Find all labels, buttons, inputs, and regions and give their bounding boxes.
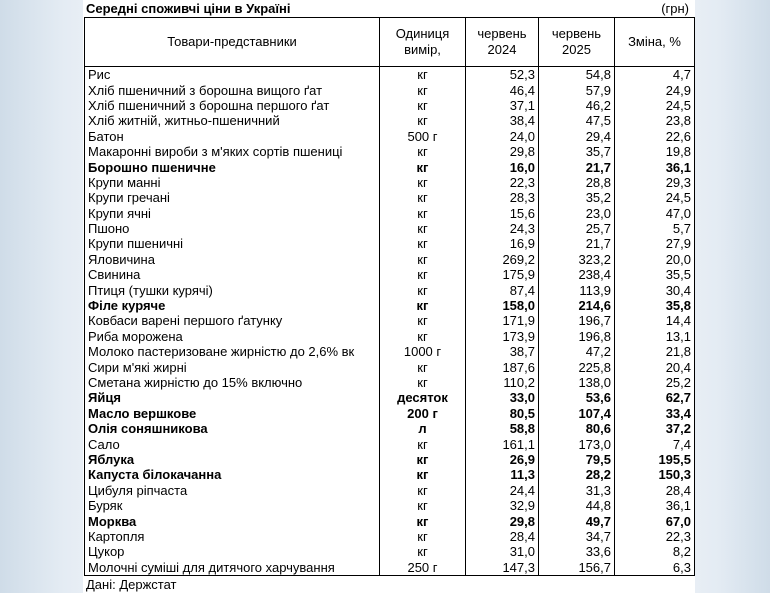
cell-change: 22,6 — [615, 129, 695, 144]
cell-june-2025: 323,2 — [539, 252, 615, 267]
cell-unit: 200 г — [380, 406, 466, 421]
cell-change: 62,7 — [615, 390, 695, 405]
source-note: Дані: Держстат — [86, 577, 177, 592]
header-change: Зміна, % — [615, 18, 695, 67]
cell-product: Риба морожена — [85, 329, 380, 344]
cell-june-2024: 24,3 — [466, 221, 539, 236]
cell-june-2024: 58,8 — [466, 421, 539, 436]
cell-june-2025: 196,7 — [539, 313, 615, 328]
table-row — [85, 452, 695, 467]
cell-june-2025: 156,7 — [539, 560, 615, 576]
cell-june-2025: 28,2 — [539, 467, 615, 482]
cell-unit: кг — [380, 82, 466, 97]
header-june-2024 — [466, 18, 539, 67]
cell-product: Рис — [85, 67, 380, 83]
cell-change: 35,5 — [615, 267, 695, 282]
cell-june-2024: 80,5 — [466, 406, 539, 421]
cell-june-2025: 49,7 — [539, 513, 615, 528]
cell-product: Молоко пастеризоване жирністю до 2,6% вк — [85, 344, 380, 359]
table-row — [85, 236, 695, 251]
cell-change: 25,2 — [615, 375, 695, 390]
cell-change: 23,8 — [615, 113, 695, 128]
cell-june-2025: 46,2 — [539, 98, 615, 113]
cell-change: 24,5 — [615, 98, 695, 113]
cell-change: 24,5 — [615, 190, 695, 205]
cell-june-2025: 196,8 — [539, 329, 615, 344]
cell-product: Хліб пшеничний з борошна вищого ґат — [85, 82, 380, 97]
cell-product: Яблука — [85, 452, 380, 467]
cell-unit: кг — [380, 113, 466, 128]
header-v2-line1: червень — [551, 26, 602, 41]
table-row — [85, 144, 695, 159]
table-row — [85, 359, 695, 374]
cell-june-2024: 187,6 — [466, 359, 539, 374]
table-row — [85, 421, 695, 436]
cell-product: Цукор — [85, 544, 380, 559]
cell-product: Молочні суміші для дитячого харчування — [85, 560, 380, 576]
cell-product: Борошно пшеничне — [85, 159, 380, 174]
table-row — [85, 313, 695, 328]
cell-change: 37,2 — [615, 421, 695, 436]
cell-product: Пшоно — [85, 221, 380, 236]
cell-june-2024: 16,9 — [466, 236, 539, 251]
cell-unit: 1000 г — [380, 344, 466, 359]
cell-change: 24,9 — [615, 82, 695, 97]
cell-june-2025: 29,4 — [539, 129, 615, 144]
cell-june-2025: 33,6 — [539, 544, 615, 559]
cell-change: 36,1 — [615, 498, 695, 513]
table-row — [85, 436, 695, 451]
cell-unit: кг — [380, 190, 466, 205]
cell-unit: кг — [380, 282, 466, 297]
table-row — [85, 344, 695, 359]
cell-june-2024: 269,2 — [466, 252, 539, 267]
cell-june-2025: 28,8 — [539, 175, 615, 190]
cell-unit: кг — [380, 359, 466, 374]
cell-june-2024: 87,4 — [466, 282, 539, 297]
cell-product: Хліб житній, житньо-пшеничний — [85, 113, 380, 128]
cell-product: Крупи пшеничні — [85, 236, 380, 251]
cell-june-2025: 107,4 — [539, 406, 615, 421]
cell-june-2025: 57,9 — [539, 82, 615, 97]
cell-unit: кг — [380, 375, 466, 390]
header-name: Товари-представники — [85, 18, 380, 67]
cell-june-2024: 52,3 — [466, 67, 539, 83]
currency-note: (грн) — [661, 1, 689, 16]
header-row — [85, 18, 695, 67]
cell-june-2025: 79,5 — [539, 452, 615, 467]
cell-june-2024: 28,3 — [466, 190, 539, 205]
cell-change: 13,1 — [615, 329, 695, 344]
cell-june-2024: 16,0 — [466, 159, 539, 174]
title-row — [84, 0, 695, 17]
cell-june-2024: 37,1 — [466, 98, 539, 113]
cell-product: Сири м'які жирні — [85, 359, 380, 374]
cell-product: Яйця — [85, 390, 380, 405]
cell-change: 22,3 — [615, 529, 695, 544]
cell-june-2025: 34,7 — [539, 529, 615, 544]
cell-june-2025: 54,8 — [539, 67, 615, 83]
header-unit-line1: Одиниця — [395, 26, 450, 41]
cell-change: 14,4 — [615, 313, 695, 328]
cell-unit: кг — [380, 267, 466, 282]
cell-change: 150,3 — [615, 467, 695, 482]
table-row — [85, 190, 695, 205]
cell-product: Філе куряче — [85, 298, 380, 313]
cell-change: 20,4 — [615, 359, 695, 374]
cell-june-2024: 110,2 — [466, 375, 539, 390]
cell-unit: л — [380, 421, 466, 436]
table-row — [85, 113, 695, 128]
table-row — [85, 498, 695, 513]
cell-june-2024: 33,0 — [466, 390, 539, 405]
table-row — [85, 221, 695, 236]
cell-june-2025: 47,2 — [539, 344, 615, 359]
table-row — [85, 67, 695, 83]
cell-unit: кг — [380, 436, 466, 451]
cell-june-2025: 138,0 — [539, 375, 615, 390]
cell-june-2025: 21,7 — [539, 236, 615, 251]
cell-june-2025: 35,7 — [539, 144, 615, 159]
cell-june-2024: 171,9 — [466, 313, 539, 328]
header-v1-line2: 2024 — [487, 42, 517, 57]
cell-june-2024: 46,4 — [466, 82, 539, 97]
cell-june-2025: 53,6 — [539, 390, 615, 405]
cell-unit: кг — [380, 298, 466, 313]
cell-change: 30,4 — [615, 282, 695, 297]
cell-change: 4,7 — [615, 67, 695, 83]
cell-june-2024: 38,4 — [466, 113, 539, 128]
cell-change: 27,9 — [615, 236, 695, 251]
cell-unit: кг — [380, 544, 466, 559]
cell-unit: кг — [380, 175, 466, 190]
header-v2-line2: 2025 — [562, 42, 591, 57]
header-unit — [380, 18, 466, 67]
table-row — [85, 329, 695, 344]
cell-product: Капуста білокачанна — [85, 467, 380, 482]
cell-change: 29,3 — [615, 175, 695, 190]
table-row — [85, 560, 695, 576]
table-row — [85, 375, 695, 390]
table-row — [85, 467, 695, 482]
cell-product: Птиця (тушки курячі) — [85, 282, 380, 297]
table-row — [85, 252, 695, 267]
cell-june-2024: 11,3 — [466, 467, 539, 482]
cell-june-2025: 23,0 — [539, 206, 615, 221]
cell-product: Картопля — [85, 529, 380, 544]
cell-product: Свинина — [85, 267, 380, 282]
price-sheet — [84, 0, 695, 593]
table-row — [85, 175, 695, 190]
cell-change: 20,0 — [615, 252, 695, 267]
cell-product: Сметана жирністю до 15% включно — [85, 375, 380, 390]
table-row — [85, 483, 695, 498]
cell-june-2024: 28,4 — [466, 529, 539, 544]
cell-june-2024: 24,4 — [466, 483, 539, 498]
cell-unit: кг — [380, 236, 466, 251]
table-row — [85, 129, 695, 144]
cell-unit: кг — [380, 483, 466, 498]
cell-product: Макаронні вироби з м'яких сортів пшениці — [85, 144, 380, 159]
table-row — [85, 513, 695, 528]
table-row — [85, 82, 695, 97]
cell-unit: кг — [380, 206, 466, 221]
cell-june-2025: 47,5 — [539, 113, 615, 128]
cell-june-2025: 44,8 — [539, 498, 615, 513]
prices-table — [84, 17, 695, 576]
cell-unit: кг — [380, 144, 466, 159]
cell-june-2024: 29,8 — [466, 144, 539, 159]
cell-unit: кг — [380, 159, 466, 174]
cell-change: 35,8 — [615, 298, 695, 313]
table-body — [85, 67, 695, 576]
cell-unit: кг — [380, 452, 466, 467]
table-row — [85, 159, 695, 174]
cell-june-2025: 80,6 — [539, 421, 615, 436]
cell-change: 33,4 — [615, 406, 695, 421]
header-v1-line1: червень — [477, 26, 527, 41]
cell-june-2025: 21,7 — [539, 159, 615, 174]
cell-unit: кг — [380, 513, 466, 528]
cell-product: Крупи ячні — [85, 206, 380, 221]
cell-june-2024: 32,9 — [466, 498, 539, 513]
cell-unit: кг — [380, 252, 466, 267]
cell-june-2024: 38,7 — [466, 344, 539, 359]
cell-change: 47,0 — [615, 206, 695, 221]
cell-product: Яловичина — [85, 252, 380, 267]
cell-unit: кг — [380, 98, 466, 113]
table-row — [85, 206, 695, 221]
cell-june-2025: 214,6 — [539, 298, 615, 313]
cell-june-2024: 22,3 — [466, 175, 539, 190]
cell-june-2024: 147,3 — [466, 560, 539, 576]
cell-product: Сало — [85, 436, 380, 451]
cell-product: Буряк — [85, 498, 380, 513]
cell-june-2024: 31,0 — [466, 544, 539, 559]
cell-unit: кг — [380, 313, 466, 328]
cell-june-2024: 161,1 — [466, 436, 539, 451]
cell-product: Крупи гречані — [85, 190, 380, 205]
cell-change: 21,8 — [615, 344, 695, 359]
cell-product: Крупи манні — [85, 175, 380, 190]
cell-june-2025: 173,0 — [539, 436, 615, 451]
cell-unit: 250 г — [380, 560, 466, 576]
cell-june-2025: 31,3 — [539, 483, 615, 498]
cell-june-2024: 158,0 — [466, 298, 539, 313]
table-row — [85, 390, 695, 405]
cell-product: Масло вершкове — [85, 406, 380, 421]
cell-june-2024: 26,9 — [466, 452, 539, 467]
cell-unit: кг — [380, 467, 466, 482]
header-june-2025 — [539, 18, 615, 67]
cell-unit: кг — [380, 329, 466, 344]
cell-june-2024: 173,9 — [466, 329, 539, 344]
table-title: Середні споживчі ціни в Україні — [86, 1, 291, 16]
table-row — [85, 98, 695, 113]
cell-unit: кг — [380, 529, 466, 544]
cell-change: 6,3 — [615, 560, 695, 576]
cell-change: 36,1 — [615, 159, 695, 174]
cell-product: Хліб пшеничний з борошна першого ґат — [85, 98, 380, 113]
cell-unit: кг — [380, 221, 466, 236]
cell-unit: кг — [380, 67, 466, 83]
table-row — [85, 406, 695, 421]
cell-june-2024: 15,6 — [466, 206, 539, 221]
cell-change: 19,8 — [615, 144, 695, 159]
cell-change: 28,4 — [615, 483, 695, 498]
cell-june-2025: 225,8 — [539, 359, 615, 374]
cell-june-2025: 25,7 — [539, 221, 615, 236]
cell-product: Цибуля ріпчаста — [85, 483, 380, 498]
cell-unit: кг — [380, 498, 466, 513]
cell-june-2025: 238,4 — [539, 267, 615, 282]
cell-june-2024: 175,9 — [466, 267, 539, 282]
cell-product: Морква — [85, 513, 380, 528]
table-row — [85, 544, 695, 559]
cell-unit: десяток — [380, 390, 466, 405]
cell-june-2025: 35,2 — [539, 190, 615, 205]
cell-june-2024: 29,8 — [466, 513, 539, 528]
cell-june-2025: 113,9 — [539, 282, 615, 297]
cell-change: 67,0 — [615, 513, 695, 528]
cell-change: 195,5 — [615, 452, 695, 467]
cell-product: Олія соняшникова — [85, 421, 380, 436]
table-row — [85, 529, 695, 544]
cell-product: Батон — [85, 129, 380, 144]
cell-unit: 500 г — [380, 129, 466, 144]
cell-june-2024: 24,0 — [466, 129, 539, 144]
cell-change: 5,7 — [615, 221, 695, 236]
cell-product: Ковбаси варені першого ґатунку — [85, 313, 380, 328]
table-row — [85, 298, 695, 313]
table-row — [85, 282, 695, 297]
cell-change: 8,2 — [615, 544, 695, 559]
cell-change: 7,4 — [615, 436, 695, 451]
table-row — [85, 267, 695, 282]
header-unit-line2: вимір, — [404, 42, 441, 57]
